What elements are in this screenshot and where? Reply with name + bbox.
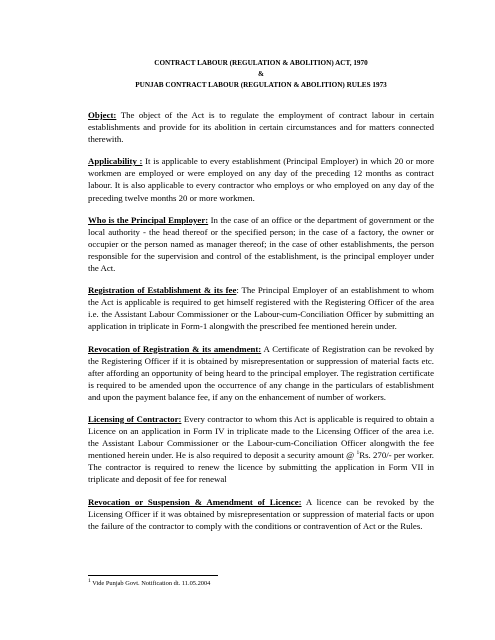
section-licensing-heading: Licensing of Contractor:: [88, 413, 182, 424]
section-object: [88, 109, 434, 145]
section-object-heading: Object:: [88, 110, 117, 120]
section-applicability: [88, 155, 434, 203]
section-licensing-text-after: Rs. 270/- per worker. The contractor is required to renew the licence by submitting the application in Form VII in triplicate and deposit of fee for renewal: [88, 450, 435, 485]
section-revocation-licence-text: A licence can be revoked by the Licensing Officer if it was obtained by misrepresentation or suppression of material facts or upon the failure of the contractor to comply with the conditions or contravention of Act or the Rules.: [88, 496, 434, 531]
footnote-marker: 1: [88, 577, 91, 584]
document-body: [88, 109, 434, 532]
section-principal-employer: [88, 214, 434, 274]
section-licensing-text-before: Every contractor to whom this Act is applicable is required to obtain a Licence on an application in Form IV in triplicate made to the Licensing Officer of the area i.e. the Assistant Labour Commissioner or the Labour-cum-Conciliation Officer alongwith the fee mentioned herein under. He is also required to deposit a security amount @: [88, 413, 434, 461]
section-licensing: [88, 413, 434, 486]
section-applicability-text: It is applicable to every establishment (Principal Employer) in which 20 or more workmen are employed or were employed on any day of the preceding 12 months as contract labour. It is also applicable to every contractor who employs or who employed on any day of the preceding twelve months 20 or more workmen.: [88, 156, 434, 203]
title-line-1: CONTRACT LABOUR (REGULATION & ABOLITION) ACT, 1970: [154, 59, 368, 67]
title-line-3: PUNJAB CONTRACT LABOUR (REGULATION & ABOLITION) RULES 1973: [135, 81, 387, 89]
footnote: [88, 577, 211, 588]
title-ampersand: &: [258, 70, 264, 78]
section-revocation-licence-heading: Revocation or Suspension & Amendment of Licence:: [88, 496, 302, 507]
section-revocation-registration-text: A Certificate of Registration can be revoked by the Registering Officer if it is obtained by misrepresentation or suppression of material facts etc. after affording an opportunity of being heard to the principal employer. The registration certificate is required to be amended upon the occurrence of any change in the particulars of establishment and upon the payment balance fee, if any on the enhancement of number of workers.: [88, 343, 435, 402]
section-revocation-registration-heading: Revocation of Registration & its amendment:: [88, 343, 262, 354]
section-registration: [88, 284, 434, 332]
document-page: [88, 58, 434, 542]
section-principal-employer-text: In the case of an office or the department of government or the local authority - the head thereof or the specified person; in the case of a factory, the owner or occupier or the person named as manager thereof; in the case of other establishments, the person responsible for the supervision and control of the establishment, is the principal employer under the Act.: [88, 214, 435, 274]
footnote-divider: [88, 575, 218, 576]
section-revocation-licence: [88, 496, 434, 532]
section-registration-text: : The Principal Employer of an establishment to whom the Act is applicable is required to get himself registered with the Registering Officer of the area i.e. the Assistant Labour Commissioner or the Labour-cum-Conciliation Officer by submitting an application in triplicate in Form-1 alongwith the prescribed fee mentioned herein under.: [88, 285, 434, 332]
footnote-reference: 1: [356, 450, 360, 457]
section-applicability-heading: Applicability :: [88, 156, 143, 167]
section-object-text: The object of the Act is to regulate the employment of contract labour in certain establishments and provide for its abolition in certain circumstances and for matters connected therewith.: [88, 110, 434, 145]
section-revocation-registration: [88, 343, 434, 403]
section-principal-employer-heading: Who is the Principal Employer:: [88, 214, 209, 225]
footnote-text: Vide Punjab Govt. Notification dt. 11.05.2004: [92, 580, 211, 587]
section-registration-heading: Registration of Establishment & its fee: [88, 285, 237, 296]
